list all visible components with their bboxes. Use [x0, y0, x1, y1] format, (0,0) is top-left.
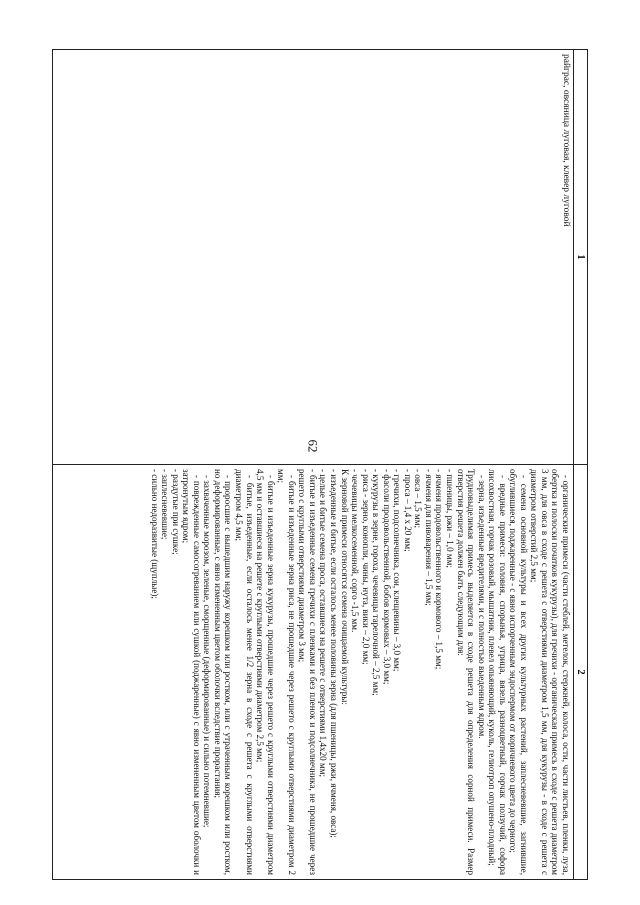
- regulation-table: [52, 49, 588, 880]
- text-line: - поврежденные самосогреванием или сушкой (поджаренные) с явно измененным цветом оболочки и затронутым ядром;: [181, 469, 202, 875]
- impurity-definitions: [149, 465, 573, 879]
- text-line: - зерна, изъеденные вредителями, и с полностью выеденным ядром.: [476, 475, 487, 739]
- text-line: - чечевицы мелкосеменной, сорго -1,5 мм.: [350, 469, 361, 633]
- text-line: - органические примеси (части стеблей, метелок, стержней, колоса, ости, части листьев, пленки, луза, обертка и полоски початков кукурузы), для гречихи - органическая примесь в сходе с решета диаметром 3 мм, для овса в сходе с решета с отверстиями диаметром 1,5 мм, для кукурузы - в сходе с решета с диаметром отверстий 2,5 мм;: [529, 469, 571, 875]
- text-line: - кукурузы в зерне, гороха, чечевицы тарелочной – 2,5 мм;: [371, 469, 382, 696]
- text-line: - вредные примеси: головня, спорынья, угрица, вязель разноцветный, горчак ползучий, софора лисохвостная, горчак розовый, мышатник, плевел опьяняющий, куколь, гелиотроп опушено-плодный;: [487, 469, 508, 875]
- text-line: - целые и битые семена проса, оставшиеся на решете с отверстиями 1,4х20 мм;: [318, 469, 329, 777]
- crop-names-text: райграс, овсяница луговая, клевер луговой: [561, 54, 571, 227]
- column-2-cell: [53, 465, 574, 880]
- text-line: - фасоли продовольственной, бобов кормовых – 3,0 мм;: [381, 469, 392, 685]
- text-line: - захваченные морозом, зеленые, сморщенные (деформированные) и сильно потемневшие;: [202, 475, 213, 828]
- text-line: - ячменя для пивоварения – 1,5 мм;: [423, 469, 434, 606]
- text-line: - овса – 1,5 мм;: [413, 469, 424, 529]
- page-number: 62: [305, 439, 321, 453]
- text-line: - проросшие с вышедшим наружу корешком или ростком, или с утраченным корешком или ростком, но деформированные, с явно измененным цветом оболочки вследствие прорастания;: [212, 469, 234, 875]
- text-line: - проса – 1,4 х 20 мм;: [402, 469, 413, 552]
- table-header-row: [574, 50, 588, 880]
- column-1-header: 1: [574, 50, 588, 465]
- text-line: - раздутые при сушке;: [170, 469, 181, 555]
- text-line: Трудновыделимая примесь выделяется в сходе решета для определения сорной примеси. Размер отверстия решета должен быть следующим для:: [455, 469, 477, 875]
- text-line: - сильно недоразвитые (щуплые);: [149, 469, 160, 599]
- text-line: - битые, изъеденные, если осталось менее 1/2 зерна в сходе с решета с круглыми отверстиями диаметром 4,5 мм;: [234, 469, 255, 875]
- text-line: - битые и изъеденные семена гречихи с пленками и без пленок и подсолнечника, не прошедшие через решето с круглыми отверстиями диаметром 3 мм;: [297, 469, 318, 875]
- text-line: - риса - зерно, конопли, чины, нута, вики – 2,0 мм;: [360, 469, 371, 665]
- column-2-header: 2: [574, 465, 588, 880]
- text-line: - гречихи, подсолнечника, сои, клещевины – 3,0 мм;: [392, 469, 403, 672]
- text-line: - семена основной культуры и всех других культурных растений, заплесневевшие, загнившие, обуглившиеся, поджаренные - с явно испорченным эндоспермом от коричневого цвета до черного;: [508, 469, 529, 875]
- text-line: К зерновой примеси относятся семена очищаемой культуры:: [339, 469, 350, 705]
- table-row: [53, 50, 574, 880]
- rotated-table-sheet: [52, 49, 588, 880]
- text-line: - изъеденные и битые, если осталось менее половины зерна (для пшеницы, ржи, ячменя, овса);: [328, 469, 339, 838]
- text-line: - пшеницы, ржи – 1,0 мм;: [444, 469, 455, 568]
- text-line: - заплесневевшие;: [160, 469, 171, 540]
- text-line: - битые и изъеденные зерна риса, не прошедшие через решето с круглыми отверстиями диаметром 2 мм;: [276, 469, 297, 875]
- column-1-cell: [53, 50, 574, 465]
- text-line: - битые и изъеденные зерна кукурузы, прошедшие через решето с круглыми отверстиями диаметром 4,5 мм и оставшиеся на решете с круглыми отверстиями диаметром 2,5 мм;: [255, 469, 276, 875]
- text-line: - ячменя продовольственного и кормового – 1,5 мм;: [434, 469, 445, 670]
